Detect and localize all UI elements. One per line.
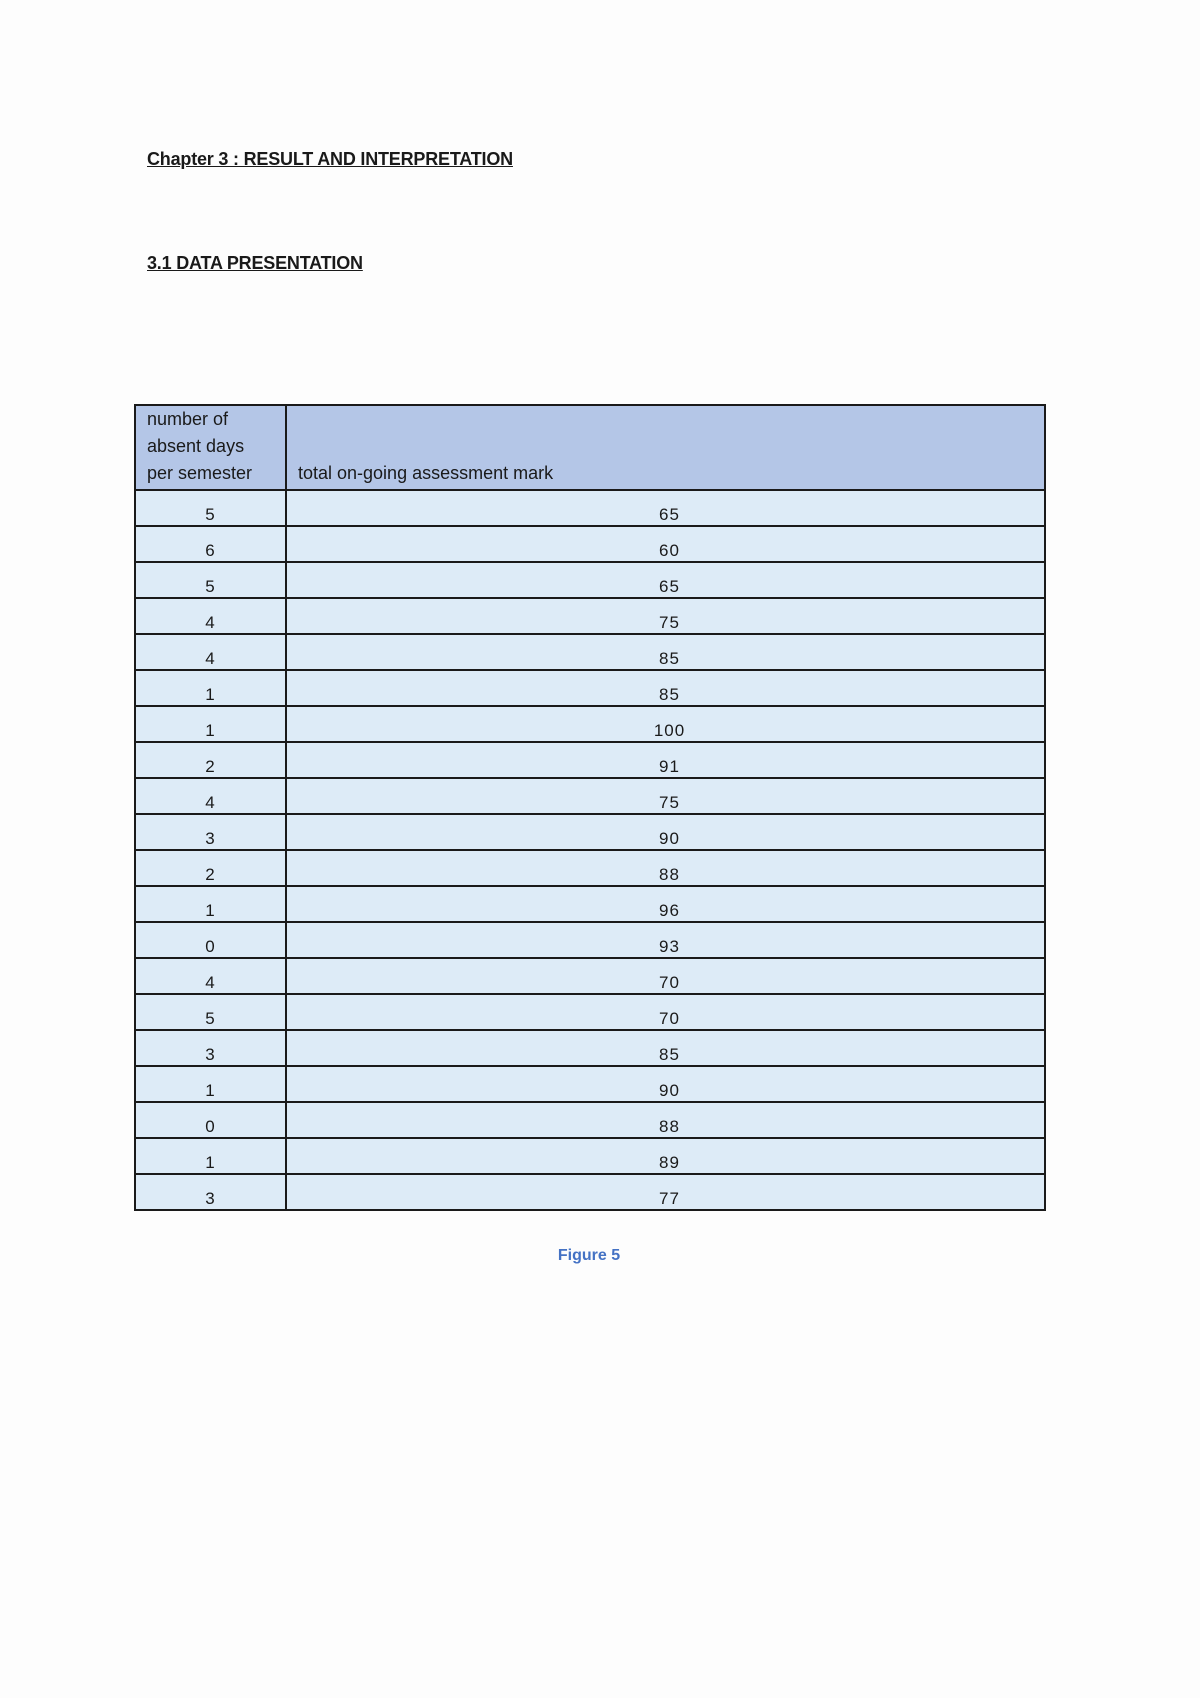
assessment-mark-cell: 89 — [286, 1138, 1045, 1174]
table-body — [135, 490, 1045, 1210]
assessment-mark-cell: 75 — [286, 778, 1045, 814]
table-row — [135, 922, 1045, 958]
absent-days-cell: 5 — [135, 490, 286, 526]
table-row — [135, 958, 1045, 994]
section-heading: 3.1 DATA PRESENTATION — [147, 253, 363, 273]
table-row — [135, 526, 1045, 562]
absent-days-cell: 4 — [135, 778, 286, 814]
absent-days-cell: 2 — [135, 742, 286, 778]
assessment-mark-cell: 77 — [286, 1174, 1045, 1210]
assessment-mark-cell: 91 — [286, 742, 1045, 778]
absent-days-cell: 3 — [135, 814, 286, 850]
table-row — [135, 1174, 1045, 1210]
absent-days-cell: 0 — [135, 1102, 286, 1138]
table-row — [135, 490, 1045, 526]
assessment-mark-cell: 88 — [286, 1102, 1045, 1138]
table-row — [135, 778, 1045, 814]
table-row — [135, 670, 1045, 706]
table-row — [135, 742, 1045, 778]
data-table — [134, 404, 1046, 1211]
absent-days-cell: 5 — [135, 562, 286, 598]
absent-days-cell: 4 — [135, 598, 286, 634]
assessment-mark-cell: 96 — [286, 886, 1045, 922]
assessment-mark-cell: 88 — [286, 850, 1045, 886]
table-row — [135, 598, 1045, 634]
assessment-mark-cell: 85 — [286, 670, 1045, 706]
assessment-mark-cell: 60 — [286, 526, 1045, 562]
table-row — [135, 994, 1045, 1030]
chapter-heading: Chapter 3 : RESULT AND INTERPRETATION — [147, 149, 513, 169]
assessment-mark-cell: 70 — [286, 994, 1045, 1030]
table-row — [135, 706, 1045, 742]
table-header-row — [135, 405, 1045, 490]
table-row — [135, 850, 1045, 886]
absent-days-cell: 3 — [135, 1030, 286, 1066]
assessment-mark-cell: 70 — [286, 958, 1045, 994]
absent-days-cell: 6 — [135, 526, 286, 562]
table-row — [135, 1066, 1045, 1102]
assessment-mark-cell: 100 — [286, 706, 1045, 742]
assessment-mark-cell: 90 — [286, 814, 1045, 850]
absent-days-cell: 1 — [135, 670, 286, 706]
table-row — [135, 1102, 1045, 1138]
absent-days-cell: 3 — [135, 1174, 286, 1210]
absent-days-cell: 4 — [135, 958, 286, 994]
table-row — [135, 562, 1045, 598]
table-row — [135, 886, 1045, 922]
assessment-mark-cell: 75 — [286, 598, 1045, 634]
table-row — [135, 814, 1045, 850]
absent-days-cell: 5 — [135, 994, 286, 1030]
assessment-mark-cell: 90 — [286, 1066, 1045, 1102]
absent-days-cell: 0 — [135, 922, 286, 958]
assessment-mark-cell: 85 — [286, 1030, 1045, 1066]
table-row — [135, 1138, 1045, 1174]
assessment-mark-cell: 93 — [286, 922, 1045, 958]
assessment-mark-cell: 65 — [286, 490, 1045, 526]
absent-days-cell: 4 — [135, 634, 286, 670]
absent-days-cell: 2 — [135, 850, 286, 886]
absent-days-cell: 1 — [135, 706, 286, 742]
figure-caption: Figure 5 — [557, 1247, 621, 1264]
table-row — [135, 1030, 1045, 1066]
header-assessment-mark: total on-going assessment mark — [286, 405, 1045, 490]
absent-days-cell: 1 — [135, 1138, 286, 1174]
table-row — [135, 634, 1045, 670]
absent-days-cell: 1 — [135, 886, 286, 922]
absent-days-cell: 1 — [135, 1066, 286, 1102]
header-absent-days: number of absent days per semester — [135, 405, 286, 490]
assessment-mark-cell: 85 — [286, 634, 1045, 670]
assessment-mark-cell: 65 — [286, 562, 1045, 598]
